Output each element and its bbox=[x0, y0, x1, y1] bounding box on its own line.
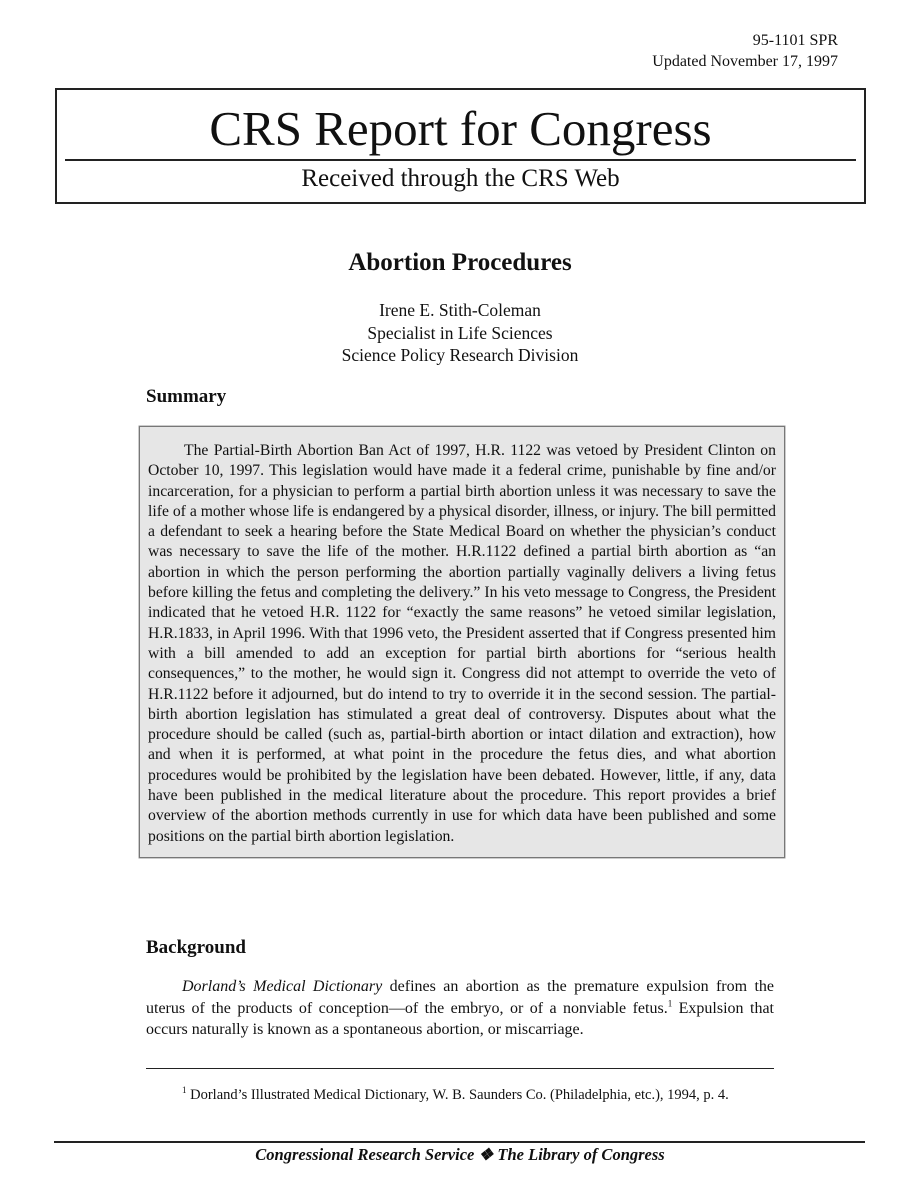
footer-divider bbox=[54, 1141, 865, 1143]
masthead-title: CRS Report for Congress bbox=[209, 101, 712, 156]
background-text-part1: defines an abortion as the premature expulsion from the uterus of the products of conception—of the embryo, or of a nonviable fetus. bbox=[146, 978, 774, 1017]
author-division: Science Policy Research Division bbox=[341, 345, 579, 365]
page-footer: Congressional Research Service ❖ The Library of Congress bbox=[255, 1145, 665, 1164]
background-heading: Background bbox=[146, 937, 246, 958]
footnote bbox=[146, 1085, 774, 1105]
footnote-divider bbox=[146, 1068, 774, 1069]
summary-heading: Summary bbox=[146, 386, 227, 407]
report-number: 95-1101 SPR bbox=[752, 32, 838, 49]
updated-date: Updated November 17, 1997 bbox=[652, 53, 838, 70]
document-number-block bbox=[652, 30, 838, 72]
author-name: Irene E. Stith-Coleman bbox=[379, 300, 541, 320]
footnote-marker: 1 bbox=[182, 1085, 187, 1096]
author-role: Specialist in Life Sciences bbox=[367, 322, 553, 343]
masthead-rule bbox=[65, 159, 856, 161]
masthead bbox=[55, 88, 866, 204]
author-block bbox=[0, 299, 920, 367]
footnote-text: Dorland’s Illustrated Medical Dictionary, W. B. Saunders Co. (Philadelphia, etc.), 1994, p. 4. bbox=[186, 1087, 729, 1103]
summary-box bbox=[139, 426, 785, 858]
masthead-subtitle: Received through the CRS Web bbox=[301, 165, 620, 192]
background-italic-lead: Dorland’s Medical Dictionary bbox=[182, 978, 383, 995]
background-text-part2: Expulsion that occurs naturally is known as a spontaneous abortion, or miscarriage. bbox=[146, 999, 774, 1038]
report-title: Abortion Procedures bbox=[348, 249, 572, 276]
summary-text: The Partial-Birth Abortion Ban Act of 1997, H.R. 1122 was vetoed by President Clinton on October 10, 1997. This legislation would have made it a federal crime, punishable by fine and/or incarceration, for a physician to perform a partial birth abortion unless it was necessary to save the life of a mother whose life is endangered by a physical disorder, illness, or injury. The bill permitted a defendant to seek a hearing before the State Medical Board on whether the physician’s conduct was necessary to save the life of the mother. H.R.1122 defined a partial birth abortion as “an abortion in which the person performing the abortion partially vaginally delivers a living fetus before killing the fetus and completing the delivery.” In his veto message to Congress, the President indicated that he vetoed H.R. 1122 for “exactly the same reasons” he vetoed similar legislation, H.R.1833, in April 1996. With that 1996 veto, the President asserted that if Congress presented him with a bill amended to add an exception for partial birth abortions for “serious health consequences,” to the mother, he would sign it. Congress did not attempt to override the veto of H.R.1122 before it adjourned, but do intend to try to override it in the second session. The partial-birth abortion legislation has stimulated a great deal of controversy. Disputes about what the procedure should be called (such as, partial-birth abortion or intact dilation and extraction), how and when it is performed, at what point in the procedure the fetus dies, and what abortion procedures would be prohibited by the legislation have been debated. However, little, if any, data have been published in the medical literature about the procedure. This report provides a brief overview of the abortion methods currently in use for which data have been published and some positions on the partial birth abortion legislation. bbox=[148, 442, 777, 845]
background-paragraph bbox=[146, 976, 774, 1041]
footnote-reference[interactable]: 1 bbox=[667, 998, 673, 1009]
